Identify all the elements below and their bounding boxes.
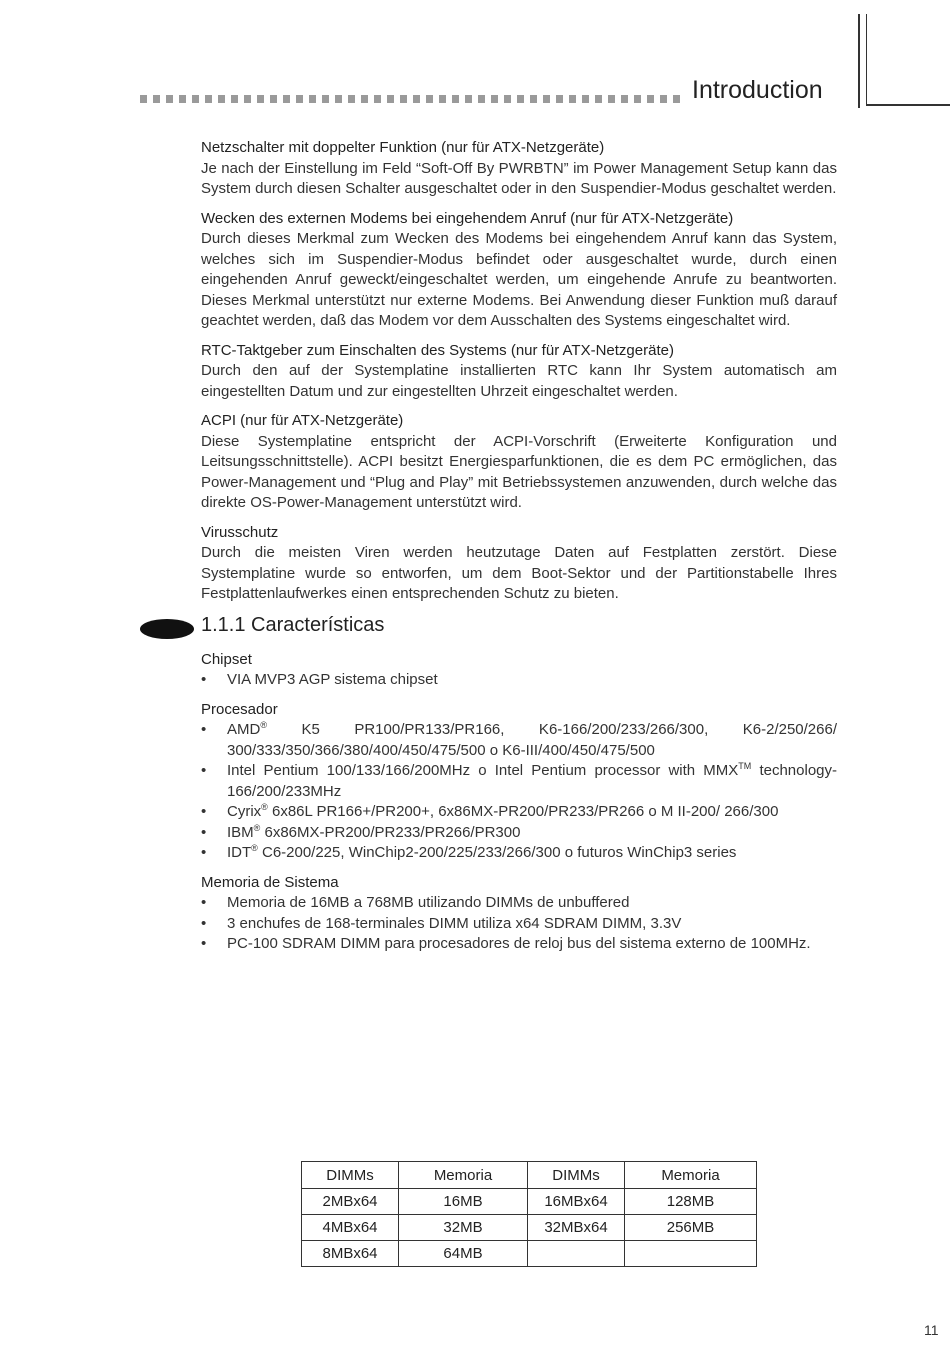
section-modem-wake [201,209,837,332]
section-acpi [201,411,837,514]
table-cell: 32MBx64 [528,1215,625,1241]
page-header-title: Introduction [692,76,823,104]
subsection-header [201,614,837,648]
section-paragraph: Diese Systemplatine entspricht der ACPI-Vorschrift (Erweiterte Konfiguration und Leitsungsschnittstelle). ACPI besitzt Energiesparfunktionen, die es dem PC ermöglichen, das Power-Management und “Plug and Play” mit Betriebssystemen anzuwenden, durch welche das direkte OS-Power-Management unterstützt wird. [201,432,837,511]
section-heading: Netzschalter mit doppelter Funktion (nur für ATX-Netzgeräte) [201,139,605,156]
table-cell: 64MB [399,1241,528,1267]
table-row [302,1189,757,1215]
section-paragraph: Durch den auf der Systemplatine installierten RTC kann Ihr System automatisch am eingestellten Datum und zur eingestellten Uhrzeit eingeschaltet werden. [201,362,837,400]
page-number: 11 [924,1322,939,1338]
list-item: • AMD® K5 PR100/PR133/PR166, K6-166/200/233/266/300, K6-2/250/266/ 300/333/350/366/380/400/450/475/500 o K6-III/400/450/475/500 [201,720,837,761]
table-cell [625,1241,757,1267]
column-header: Memoria [399,1162,528,1189]
corner-mark-horizontal [866,104,950,106]
section-rtc [201,341,837,403]
feature-title: Procesador [201,700,278,718]
section-paragraph: Durch dieses Merkmal zum Wecken des Modems bei eingehendem Anruf kann das System, welches sich im Suspendier-Modus befindet oder ausgeschaltet wurde, durch einen eingehenden Anruf geweckt/eingeschaltet werden, um eingehende Anrufe zu beantworten. Dieses Merkmal unterstützt nur externe Modems. Bei Anwendung dieser Funktion muß darauf geachtet werden, daß das Modem vor dem Ausschalten des Systems eingeschaltet wird. [201,230,837,329]
feature-title: Chipset [201,650,252,668]
feature-memory [201,873,837,955]
table-cell: 16MBx64 [528,1189,625,1215]
table-row [302,1215,757,1241]
column-header: DIMMs [528,1162,625,1189]
corner-mark-vertical [858,14,860,108]
list-item: • IDT® C6-200/225, WinChip2-200/225/233/266/300 o futuros WinChip3 series [201,843,837,864]
section-heading: RTC-Taktgeber zum Einschalten des Systems (nur für ATX-Netzgeräte) [201,341,674,359]
page-content [201,138,837,964]
table-header-row [302,1162,757,1189]
section-power-switch [201,138,837,200]
list-item: • IBM® 6x86MX-PR200/PR233/PR266/PR300 [201,823,837,844]
column-header: Memoria [625,1162,757,1189]
list-item: • Intel Pentium 100/133/166/200MHz o Intel Pentium processor with MMX™ technology-166/200/233MHz [201,761,837,802]
section-heading: Wecken des externen Modems bei eingehendem Anruf (nur für ATX-Netzgeräte) [201,209,734,227]
memory-config-table [301,1161,757,1267]
section-marker-icon [140,619,194,639]
table-cell: 16MB [399,1189,528,1215]
table-cell: 2MBx64 [302,1189,399,1215]
section-heading: ACPI (nur für ATX-Netzgeräte) [201,412,404,429]
section-heading: Virusschutz [201,523,279,541]
subsection-title: 1.1.1 Características [201,613,385,636]
section-virus [201,523,837,605]
list-item: • Memoria de 16MB a 768MB utilizando DIMMs de unbuffered [201,893,837,914]
feature-title: Memoria de Sistema [201,873,339,891]
header-dotted-rule [140,95,680,103]
corner-mark-vertical-inner [866,14,867,106]
table-cell [528,1241,625,1267]
section-paragraph: Je nach der Einstellung im Feld “Soft-Off By PWRBTN” im Power Management Setup kann das System durch diesen Schalter ausgeschaltet oder in den Suspendier-Modus geschaltet werden. [201,159,837,197]
feature-chipset [201,650,837,691]
feature-processor [201,700,837,864]
list-item: • VIA MVP3 AGP sistema chipset [201,670,837,691]
column-header: DIMMs [302,1162,399,1189]
list-item: • 3 enchufes de 168-terminales DIMM utiliza x64 SDRAM DIMM, 3.3V [201,914,837,935]
table-cell: 4MBx64 [302,1215,399,1241]
table-cell: 8MBx64 [302,1241,399,1267]
table-row [302,1241,757,1267]
list-item: • Cyrix® 6x86L PR166+/PR200+, 6x86MX-PR200/PR233/PR266 o M II-200/ 266/300 [201,802,837,823]
section-paragraph: Durch die meisten Viren werden heutzutage Daten auf Festplatten zerstört. Diese Systemplatine wurde so entworfen, um dem Boot-Sektor und der Partitionstabelle Ihres Festplattenlaufwerkes einen entsprechenden Schutz zu bieten. [201,544,837,602]
list-item: • PC-100 SDRAM DIMM para procesadores de reloj bus del sistema externo de 100MHz. [201,934,837,955]
table-cell: 32MB [399,1215,528,1241]
table-cell: 256MB [625,1215,757,1241]
table-cell: 128MB [625,1189,757,1215]
